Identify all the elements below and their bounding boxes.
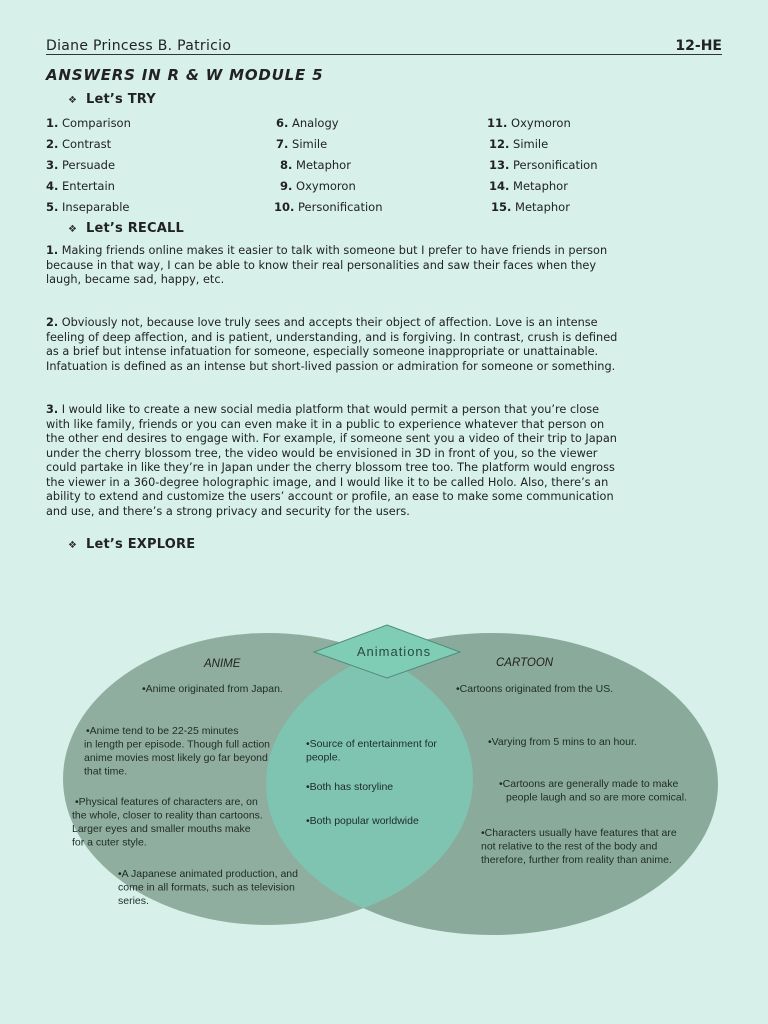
paragraph-text: feeling of deep affection, and is patient, understanding, and is forgiving. In contrast, crush is defined xyxy=(46,330,618,344)
answer-number: 14. xyxy=(489,179,510,193)
answer-text: Persuade xyxy=(58,158,116,172)
answer-number: 2. xyxy=(46,316,59,329)
paragraph-text: I would like to create a new social media platform that would permit a person that you’re close xyxy=(58,403,600,416)
try-answer xyxy=(489,179,568,193)
anime-item: come in all formats, such as television xyxy=(118,881,295,894)
anime-item: •Physical features of characters are, on xyxy=(75,796,258,808)
diamond-bullet-icon: ❖ xyxy=(68,95,78,106)
paragraph-line xyxy=(46,461,726,476)
cartoon-item: •Varying from 5 mins to an hour. xyxy=(488,736,637,748)
answer-text: Oxymoron xyxy=(292,179,356,193)
answer-number: 12. xyxy=(489,137,510,151)
paragraph-text: because in that way, I can be able to know their real personalities and saw their faces when they xyxy=(46,258,597,272)
paragraph-text: Obviously not, because love truly sees and accepts their object of affection. Love is an intense xyxy=(58,316,598,329)
recall-answer xyxy=(46,244,726,288)
try-answer xyxy=(46,116,131,130)
answer-number: 6. xyxy=(276,116,289,130)
section-try-heading xyxy=(68,92,156,107)
paragraph-text: and use, and there’s a strong privacy and security for the users. xyxy=(46,504,410,518)
anime-item: •A Japanese animated production, and xyxy=(118,868,298,880)
shared-item: •Both has storyline xyxy=(306,781,394,793)
anime-item: •Anime tend to be 22-25 minutes xyxy=(86,725,239,737)
answer-text: Metaphor xyxy=(292,158,351,172)
section-try-label: Let’s TRY xyxy=(86,92,156,107)
student-name: Diane Princess B. Patricio xyxy=(46,38,232,54)
try-answer xyxy=(280,158,351,172)
cartoon-item: •Cartoons originated from the US. xyxy=(456,683,614,695)
paragraph-line xyxy=(46,505,726,520)
try-answer xyxy=(491,200,570,214)
cartoon-item: not relative to the rest of the body and xyxy=(481,840,658,853)
anime-item: series. xyxy=(118,895,149,907)
shared-item: •Both popular worldwide xyxy=(306,815,419,827)
cartoon-item: people laugh and so are more comical. xyxy=(506,791,687,804)
paragraph-line xyxy=(46,259,726,274)
answer-number: 10. xyxy=(274,200,295,214)
paragraph-text: laugh, became sad, happy, etc. xyxy=(46,273,225,286)
try-answer xyxy=(487,116,571,130)
paragraph-text: the viewer in a 360-degree holographic image, and I would like it to be called Holo. Also, there’s an xyxy=(46,475,609,489)
cartoon-item: •Cartoons are generally made to make xyxy=(499,778,679,790)
paragraph-line xyxy=(46,447,726,462)
answer-number: 8. xyxy=(280,158,293,172)
anime-item: that time. xyxy=(84,765,128,778)
animations-label: Animations xyxy=(356,644,432,659)
answer-number: 1. xyxy=(46,244,59,257)
paragraph-text: Infatuation is defined as an intense but short-lived passion or admiration for someone or something. xyxy=(46,359,616,373)
paragraph-line xyxy=(46,418,726,433)
shared-item: •Source of entertainment for xyxy=(306,738,437,750)
try-answer xyxy=(276,137,327,151)
answer-text: Personification xyxy=(294,200,383,214)
answer-text: Inseparable xyxy=(58,200,130,214)
answer-text: Simile xyxy=(509,137,549,151)
paragraph-line xyxy=(46,244,726,259)
grade-section: 12-HE xyxy=(675,38,722,54)
section-explore-heading xyxy=(68,537,195,552)
paragraph-line xyxy=(46,490,726,505)
try-answer xyxy=(274,200,383,214)
paragraph-line xyxy=(46,273,726,288)
paragraph-text: ability to extend and customize the users’ account or profile, an ease to make some communication xyxy=(46,490,614,503)
paragraph-line xyxy=(46,360,726,375)
cartoon-item: •Characters usually have features that are xyxy=(481,827,677,839)
answer-text: Oxymoron xyxy=(507,116,571,130)
answer-text: Analogy xyxy=(288,116,339,130)
page-title: ANSWERS IN R & W MODULE 5 xyxy=(46,66,324,84)
paragraph-line xyxy=(46,316,726,331)
try-answer xyxy=(46,200,129,214)
answer-text: Metaphor xyxy=(509,179,568,193)
try-answer xyxy=(276,116,339,130)
answer-number: 5. xyxy=(46,200,59,214)
answer-number: 15. xyxy=(491,200,512,214)
paragraph-text: as a brief but intense infatuation for someone, especially someone inappropriate or unattainable. xyxy=(46,345,599,358)
answer-text: Personification xyxy=(509,158,598,172)
anime-item: Larger eyes and smaller mouths make xyxy=(72,823,251,835)
paragraph-text: under the cherry blossom tree, the video would be envisioned in 3D in front of you, so the viewer xyxy=(46,446,598,460)
diamond-bullet-icon: ❖ xyxy=(68,540,78,551)
paragraph-text: with like family, friends or you can even make it in a public to experience whatever that person on xyxy=(46,417,605,431)
recall-answer xyxy=(46,316,726,374)
answer-number: 3. xyxy=(46,403,59,416)
section-recall-label: Let’s RECALL xyxy=(86,221,184,236)
answer-text: Contrast xyxy=(58,137,112,151)
anime-item: in length per episode. Though full action xyxy=(84,738,271,751)
header-line xyxy=(46,38,722,55)
venn-diagram xyxy=(0,600,768,1024)
paragraph-line xyxy=(46,345,726,360)
anime-item: the whole, closer to reality than cartoons. xyxy=(72,809,263,822)
answer-text: Metaphor xyxy=(511,200,570,214)
paragraph-text: the other end desires to engage with. For example, if someone sent you a video of their trip to Japan xyxy=(46,432,617,445)
answer-text: Entertain xyxy=(58,179,115,193)
answer-number: 9. xyxy=(280,179,293,193)
section-recall-heading xyxy=(68,221,184,236)
paragraph-line xyxy=(46,403,726,418)
shared-item: people. xyxy=(306,751,341,764)
answer-number: 4. xyxy=(46,179,59,193)
paragraph-text: Making friends online makes it easier to talk with someone but I prefer to have friends in person xyxy=(58,244,608,257)
answer-number: 7. xyxy=(276,137,289,151)
recall-answer xyxy=(46,403,726,519)
anime-item: •Anime originated from Japan. xyxy=(142,683,283,695)
cartoon-title: CARTOON xyxy=(496,657,554,669)
try-answer xyxy=(280,179,356,193)
try-answer xyxy=(46,158,115,172)
answer-number: 11. xyxy=(487,116,508,130)
anime-item: for a cuter style. xyxy=(72,836,147,849)
try-answer xyxy=(46,137,111,151)
paragraph-text: could partake in like they’re in Japan under the cherry blossom tree too. The platform would engross xyxy=(46,461,615,474)
try-answer xyxy=(489,158,598,172)
paragraph-line xyxy=(46,476,726,491)
paragraph-line xyxy=(46,331,726,346)
answer-text: Simile xyxy=(288,137,328,151)
try-answer xyxy=(489,137,548,151)
answer-number: 2. xyxy=(46,137,59,151)
answer-number: 3. xyxy=(46,158,59,172)
answer-number: 13. xyxy=(489,158,510,172)
answer-number: 1. xyxy=(46,116,59,130)
cartoon-item: therefore, further from reality than anime. xyxy=(481,854,672,866)
anime-title: ANIME xyxy=(204,658,241,670)
answer-text: Comparison xyxy=(58,116,131,130)
paragraph-line xyxy=(46,432,726,447)
section-explore-label: Let’s EXPLORE xyxy=(86,537,196,552)
anime-item: anime movies most likely go far beyond xyxy=(84,752,268,764)
try-answer xyxy=(46,179,115,193)
diamond-bullet-icon: ❖ xyxy=(68,224,78,235)
